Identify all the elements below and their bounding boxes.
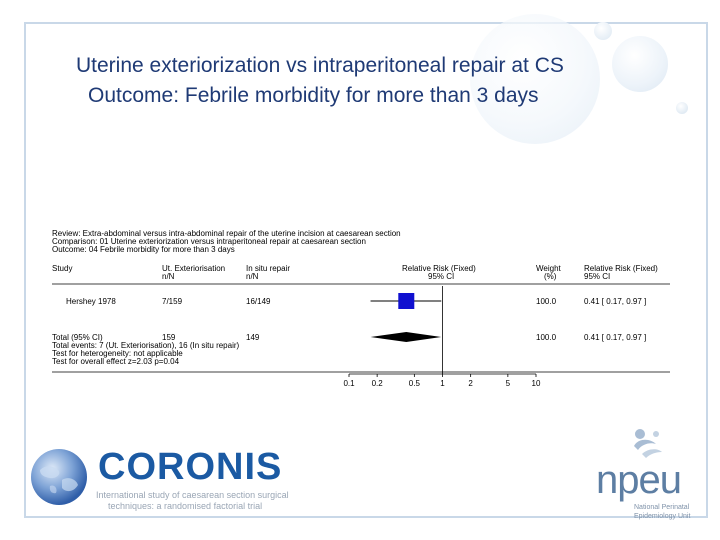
coronis-wordmark: CORONIS [98, 446, 283, 488]
x-tick-label: 2 [468, 379, 473, 388]
total-weight: 100.0 [536, 333, 557, 342]
slide-subtitle: Outcome: Febrile morbidity for more than 3 days [88, 84, 539, 107]
header-group2: In situ repair [246, 264, 291, 273]
heterogeneity-text: Test for heterogeneity: not applicable [52, 349, 183, 358]
header-rr: Relative Risk (Fixed) [402, 264, 476, 273]
x-tick-label: 1 [440, 379, 445, 388]
x-tick-label: 0.2 [371, 379, 383, 388]
forest-plot [36, 216, 676, 396]
header-group1: Ut. Exteriorisation [162, 264, 226, 273]
header-rr-col: Relative Risk (Fixed) [584, 264, 658, 273]
header-rr-col-sub: 95% CI [584, 272, 611, 281]
npeu-subtitle-1: National Perinatal [634, 504, 690, 511]
decor-bubble [612, 36, 668, 92]
study-rows [66, 297, 646, 306]
globe-icon [28, 446, 90, 508]
total-group2: 149 [246, 333, 260, 342]
header-group1-sub: n/N [162, 272, 175, 281]
study-ci: 0.41 [ 0.17, 0.97 ] [584, 297, 647, 306]
total-label: Total (95% CI) [52, 333, 103, 342]
x-tick-label: 0.5 [408, 379, 420, 388]
header-group2-sub: n/N [246, 272, 259, 281]
overall-effect-text: Test for overall effect z=2.03 p=0.04 [52, 357, 180, 366]
pooled-diamond [371, 332, 442, 342]
header-study: Study [52, 264, 73, 273]
outcome-text: Outcome: 04 Febrile morbidity for more than 3 days [52, 245, 235, 254]
total-group1: 159 [162, 333, 176, 342]
coronis-tagline-2: techniques: a randomised factorial trial [108, 501, 263, 511]
total-events: Total events: 7 (Ut. Exteriorisation), 16 (In situ repair) [52, 341, 240, 350]
x-tick-label: 10 [531, 379, 541, 388]
study-weight: 100.0 [536, 297, 557, 306]
review-text: Review: Extra-abdominal versus intra-abdominal repair of the uterine incision at caesarean section [52, 229, 401, 238]
plot-area [343, 286, 541, 388]
header-rr-sub: 95% CI [428, 272, 455, 281]
decor-bubble [676, 102, 688, 114]
effect-square [398, 293, 414, 309]
comparison-text: Comparison: 01 Uterine exteriorization versus intraperitoneal repair at caesarean section [52, 237, 366, 246]
npeu-wordmark: npeu [596, 458, 681, 502]
decor-bubble [470, 14, 600, 144]
total-ci: 0.41 [ 0.17, 0.97 ] [584, 333, 647, 342]
coronis-logo [28, 440, 318, 520]
study-group1: 7/159 [162, 297, 183, 306]
study-group2: 16/149 [246, 297, 271, 306]
decor-bubble [594, 22, 612, 40]
x-tick-label: 5 [505, 379, 511, 388]
coronis-tagline-1: International study of caesarean section surgical [96, 490, 289, 500]
study-name: Hershey 1978 [66, 297, 116, 306]
x-tick-label: 0.1 [343, 379, 355, 388]
header-weight-sub: (%) [544, 272, 557, 281]
npeu-subtitle-2: Epidemiology Unit [634, 513, 691, 520]
slide-title: Uterine exteriorization vs intraperitoneal repair at CS [76, 54, 564, 77]
header-weight: Weight [536, 264, 561, 273]
npeu-logo [590, 424, 700, 520]
